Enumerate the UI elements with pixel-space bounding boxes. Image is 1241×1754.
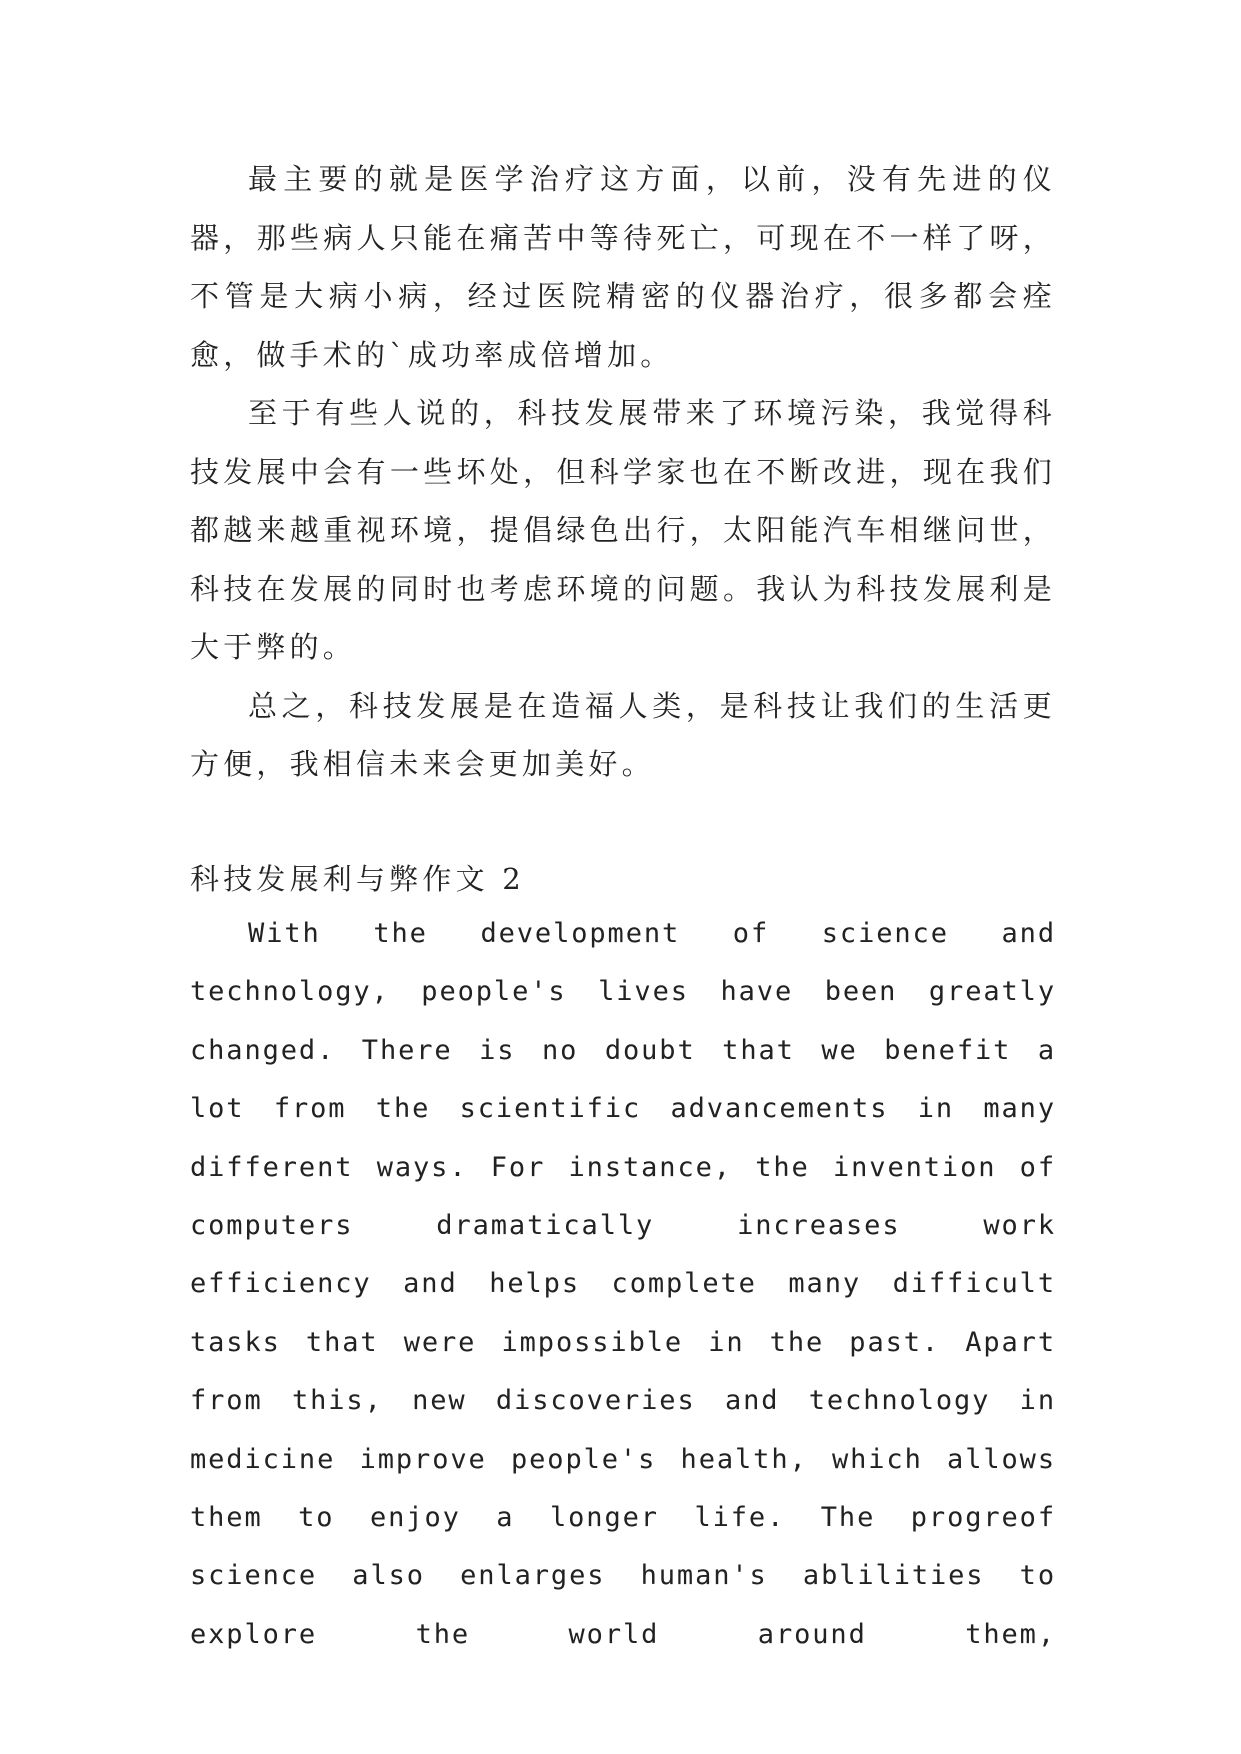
paragraph-conclusion: 总之，科技发展是在造福人类，是科技让我们的生活更方便，我相信未来会更加美好。 [190,688,1056,781]
english-paragraph: With the development of science and technology, people's lives have been greatly changed. There is no doubt that we benefit a lot from the scientific advancements in many different ways. For instance, the invention of computers dramatically increases work efficiency and helps complete many difficult tasks that were impossible in the past. Apart from this, new discoveries and technology in medicine improve people's health, which allows them to enjoy a longer life. The progreof science also enlarges human's ablilities to explore the world around them, [190,918,1056,1650]
paragraph-medical: 最主要的就是医学治疗这方面，以前，没有先进的仪器，那些病人只能在痛苦中等待死亡，可现在不一样了呀，不管是大病小病，经过医院精密的仪器治疗，很多都会痊愈，做手术的`成功率成倍增加。 [190,162,1056,372]
section-heading: 科技发展利与弊作文 2 [190,862,525,896]
section-heading-block [190,850,1056,909]
english-body [190,905,1056,1664]
paragraph-environment: 至于有些人说的，科技发展带来了环境污染，我觉得科技发展中会有一些坏处，但科学家也在不断改进，现在我们都越来越重视环境，提倡绿色出行，太阳能汽车相继问世，科技在发展的同时也考虑环境的问题。我认为科技发展利是大于弊的。 [190,396,1056,664]
chinese-body [190,150,1056,794]
